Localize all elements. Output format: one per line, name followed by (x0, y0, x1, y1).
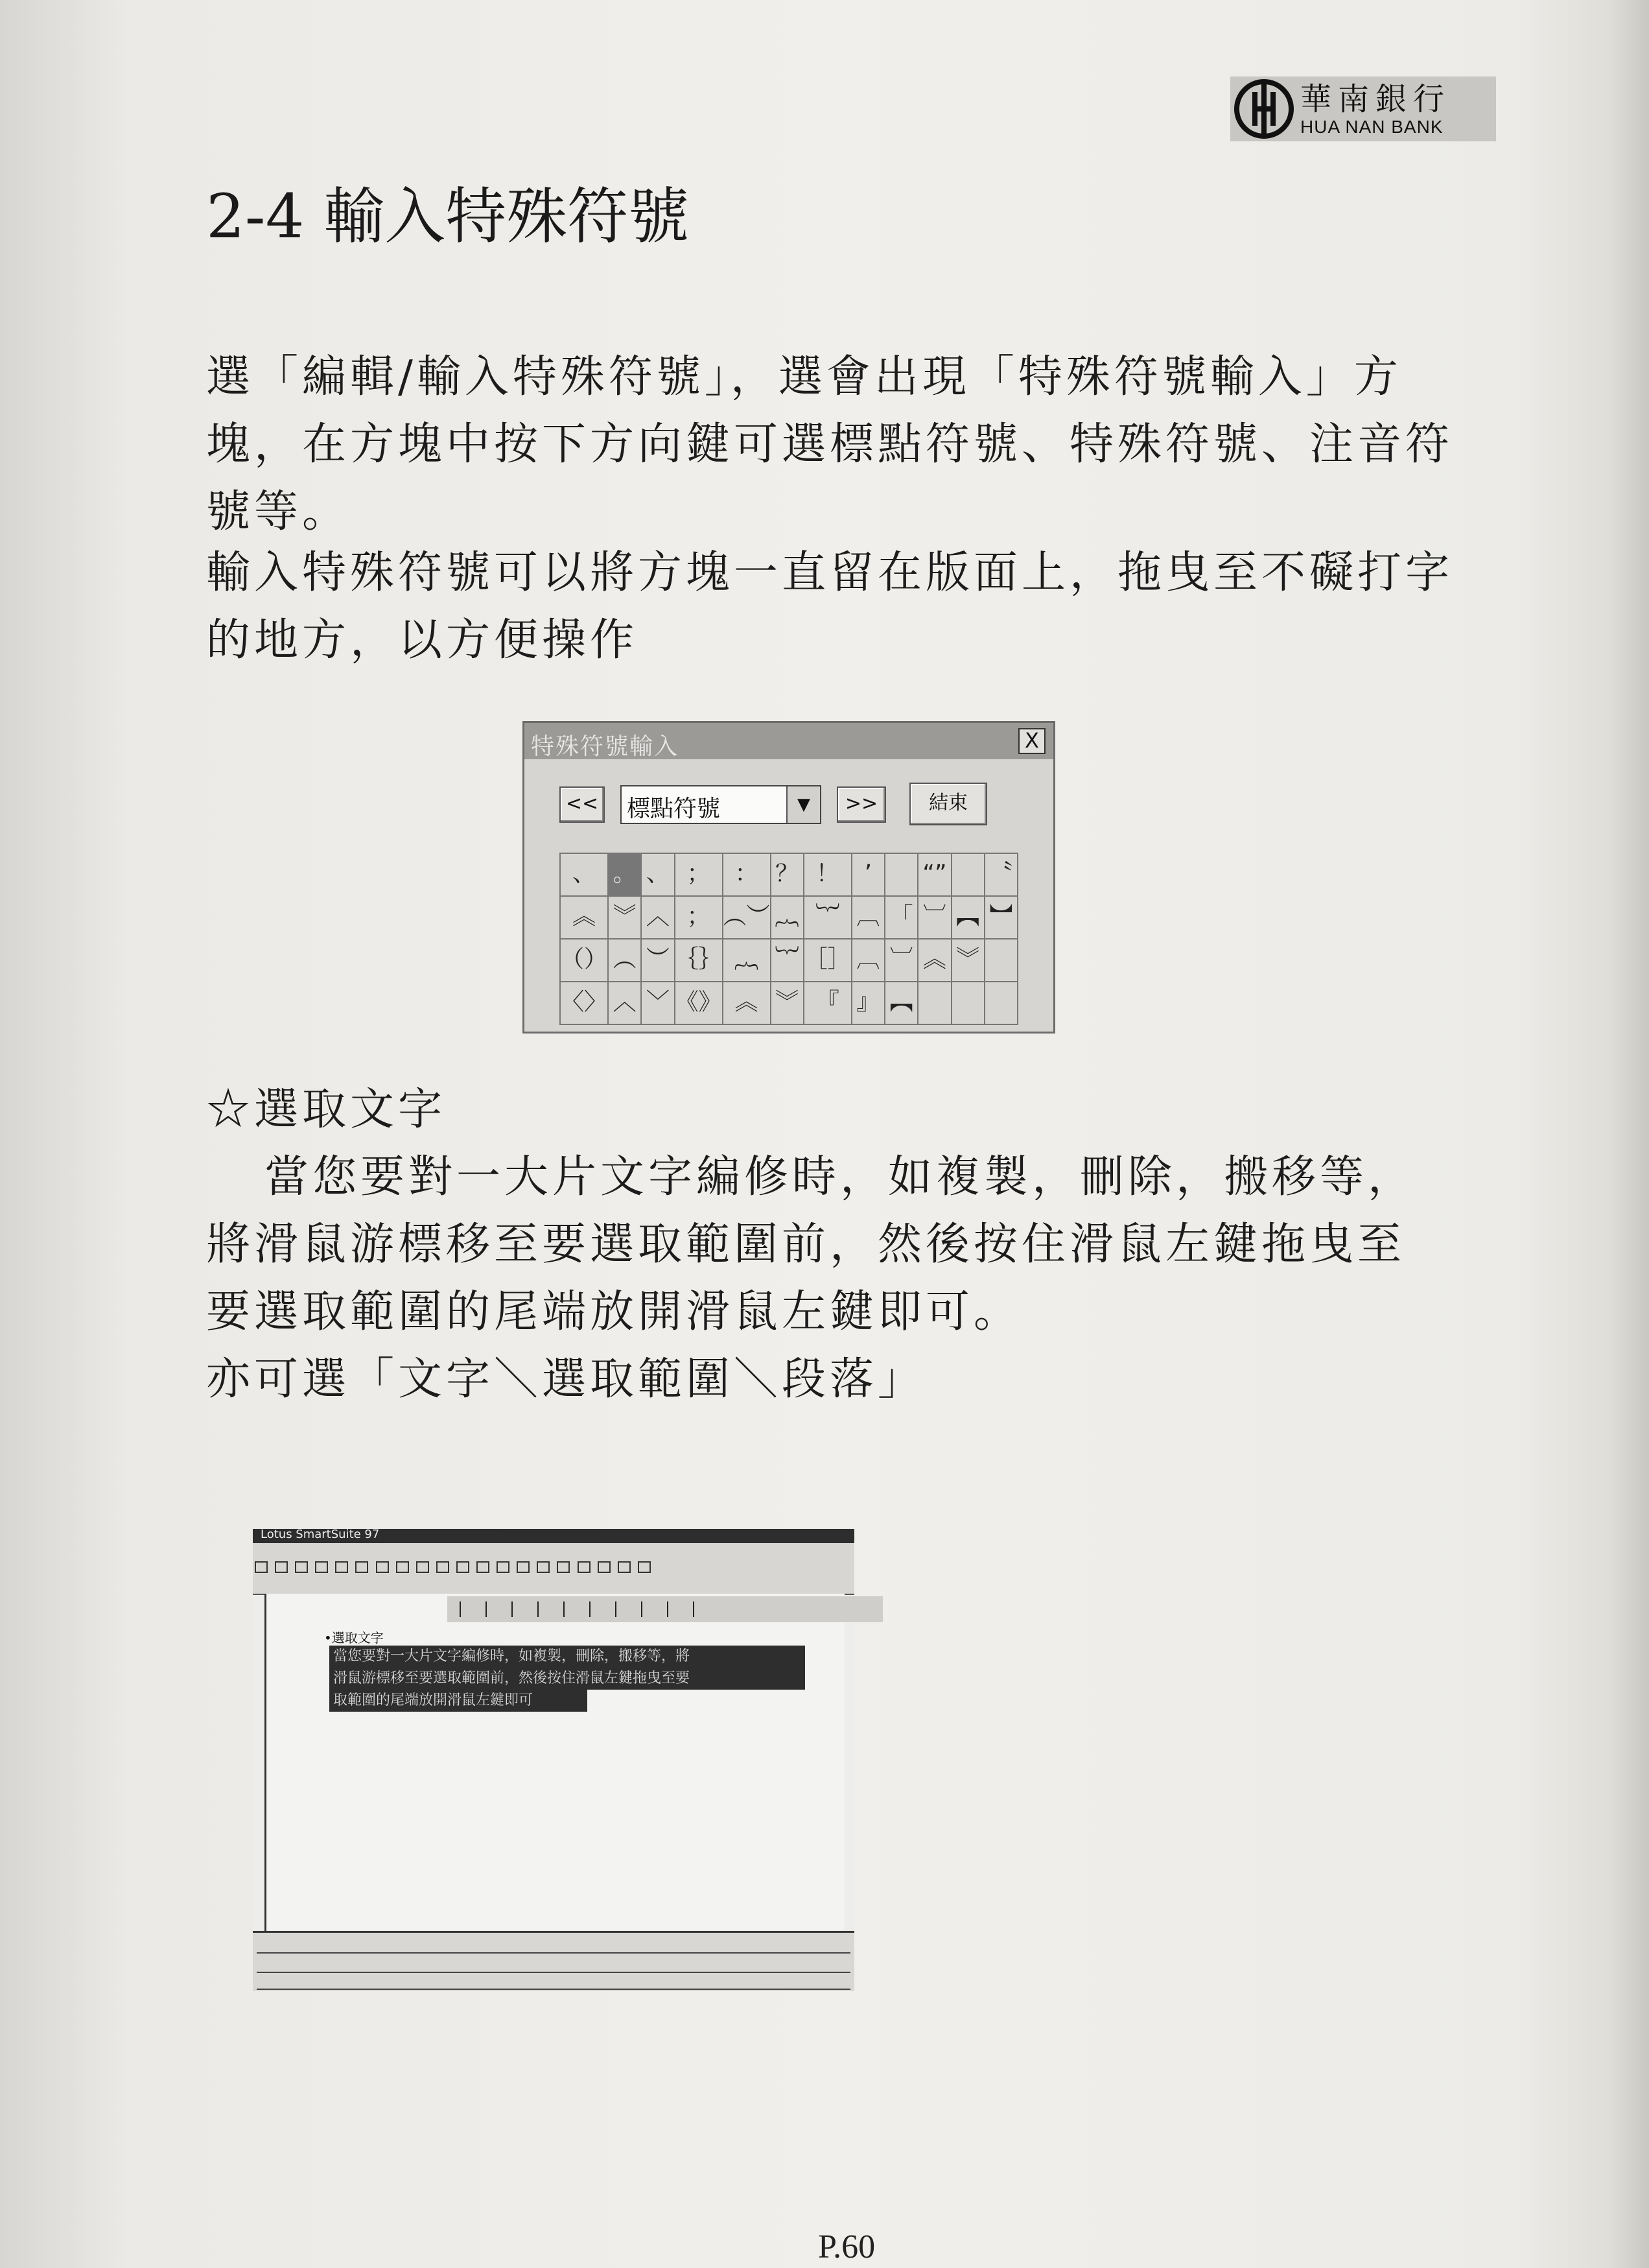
symbol-cell[interactable]: ； (675, 897, 723, 939)
symbol-cell[interactable]: ？ (771, 854, 804, 897)
symbol-cell[interactable]: 〝 (985, 854, 1018, 897)
frame-icon[interactable] (578, 1561, 591, 1573)
spell-check-icon[interactable] (618, 1561, 631, 1573)
symbol-cell[interactable]: ［］ (804, 939, 852, 982)
symbol-cell[interactable] (952, 854, 985, 897)
symbol-cell[interactable]: ︽ (918, 939, 952, 982)
symbol-cell[interactable]: ︵︶ (723, 897, 771, 939)
symbol-cell[interactable]: ︵ (609, 939, 642, 982)
bold-icon[interactable] (416, 1561, 429, 1573)
symbol-cell[interactable] (885, 854, 918, 897)
symbol-cell[interactable] (952, 982, 985, 1025)
special-symbol-dialog (522, 721, 1055, 1034)
page-number: P.60 (818, 2228, 876, 2265)
wp-menubar (253, 1543, 854, 1560)
cut-icon[interactable] (335, 1561, 348, 1573)
bullet-icon[interactable] (537, 1561, 550, 1573)
symbol-cell[interactable]: ︹ (852, 897, 885, 939)
paragraph-drag-tip: 輸入特殊符號可以將方塊一直留在版面上，拖曳至不礙打字的地方，以方便操作 (206, 547, 1454, 666)
italic-icon[interactable] (436, 1561, 449, 1573)
symbol-cell[interactable]: ｛｝ (675, 939, 723, 982)
open-icon[interactable] (275, 1561, 288, 1573)
dialog-titlebar[interactable] (524, 723, 1053, 759)
select-text-section (206, 1076, 1496, 1413)
wp-titlebar (253, 1529, 854, 1543)
select-text-line-1: 當您要對一大片文字編修時，如複製，刪除，搬移等， (264, 1152, 1416, 1203)
wp-toolbar (253, 1559, 854, 1579)
align-right-icon[interactable] (517, 1561, 530, 1573)
wp-format-bar (253, 1578, 854, 1595)
new-icon[interactable] (255, 1561, 268, 1573)
wp-highlighted-selection[interactable] (329, 1646, 805, 1716)
underline-icon[interactable] (456, 1561, 469, 1573)
word-processor-screenshot (253, 1529, 854, 1989)
symbol-cell[interactable]: ︻ (885, 982, 918, 1025)
undo-icon[interactable] (396, 1561, 409, 1573)
symbol-cell[interactable]: ︸ (771, 939, 804, 982)
wp-selected-line-3: 取範圍的尾端放開滑鼠左鍵即可 (329, 1690, 587, 1712)
symbol-category-select[interactable] (620, 785, 821, 824)
symbol-cell[interactable]: ︸ (804, 897, 852, 939)
symbol-cell[interactable]: ︾ (952, 939, 985, 982)
symbol-cell[interactable]: ︻ (952, 897, 985, 939)
symbol-cell[interactable]: ︹ (852, 939, 885, 982)
symbol-cell[interactable]: ︽ (561, 897, 609, 939)
symbol-cell[interactable]: ︽ (723, 982, 771, 1025)
align-left-icon[interactable] (476, 1561, 489, 1573)
zoom-icon[interactable] (638, 1561, 651, 1573)
wp-doc-heading: •選取文字 (324, 1630, 384, 1646)
prev-page-button[interactable]: << (559, 786, 605, 823)
save-icon[interactable] (295, 1561, 308, 1573)
next-page-button[interactable]: >> (837, 786, 886, 823)
wp-tab-bar[interactable] (257, 1937, 850, 1954)
symbol-cell[interactable]: ︺ (885, 939, 918, 982)
symbol-cell[interactable]: 、 (561, 854, 609, 897)
select-text-line-2: 將滑鼠游標移至要選取範圍前，然後按住滑鼠左鍵拖曳至 (206, 1219, 1406, 1270)
symbol-cell[interactable] (985, 982, 1018, 1025)
copy-icon[interactable] (355, 1561, 368, 1573)
align-center-icon[interactable] (497, 1561, 509, 1573)
symbol-cell[interactable]: 《》 (675, 982, 723, 1025)
wp-status-area (253, 1931, 854, 1991)
ruler-icon (447, 1596, 883, 1622)
symbol-cell[interactable]: ； (675, 854, 723, 897)
print-icon[interactable] (315, 1561, 328, 1573)
symbol-cell[interactable]: ︶ (642, 939, 675, 982)
wp-scrollbar[interactable] (257, 1956, 850, 1973)
chevron-down-icon[interactable]: ▼ (786, 786, 820, 823)
section-title: 2-4 輸入特殊符號 (206, 182, 690, 252)
symbol-cell[interactable]: ： (723, 854, 771, 897)
symbol-cell[interactable] (985, 939, 1018, 982)
symbol-cell[interactable]: ︼ (985, 897, 1018, 939)
symbol-cell[interactable]: 〈〉 (561, 982, 609, 1025)
select-text-line-4: 亦可選「文字＼選取範圍＼段落」 (206, 1354, 926, 1405)
wp-selected-line-1: 當您要對一大片文字編修時，如複製，刪除，搬移等，將 (329, 1646, 805, 1668)
symbol-cell[interactable]: 』 (852, 982, 885, 1025)
table-icon[interactable] (557, 1561, 570, 1573)
dialog-title: 特殊符號輸入 (531, 733, 679, 760)
symbol-cell[interactable]: 『 (804, 982, 852, 1025)
chart-icon[interactable] (598, 1561, 611, 1573)
symbol-cell[interactable]: ︺ (918, 897, 952, 939)
select-text-line-3: 要選取範圍的尾端放開滑鼠左鍵即可。 (206, 1286, 1022, 1338)
symbol-cell[interactable]: ﹀ (642, 982, 675, 1025)
header-logo (1230, 77, 1496, 141)
symbol-grid (559, 853, 1018, 1025)
logo-english-name: HUA NAN BANK (1300, 117, 1444, 137)
paragraph-intro: 選「編輯/輸入特殊符號」，選會出現「特殊符號輸入」方塊，在方塊中按下方向鍵可選標點符號、特殊符號、注音符號等。 (206, 351, 1454, 537)
symbol-cell[interactable]: ’ (852, 854, 885, 897)
wp-title: Lotus SmartSuite 97 (261, 1528, 380, 1541)
symbol-cell[interactable]: ︾ (609, 897, 642, 939)
symbol-cell[interactable]: （） (561, 939, 609, 982)
logo-text (1300, 81, 1451, 137)
dialog-close-button[interactable]: X (1018, 728, 1046, 754)
symbol-cell[interactable]: ︷ (723, 939, 771, 982)
symbol-cell[interactable]: ︿ (642, 897, 675, 939)
symbol-cell[interactable]: “” (918, 854, 952, 897)
symbol-cell[interactable]: ︿ (609, 982, 642, 1025)
symbol-cell[interactable]: ！ (804, 854, 852, 897)
symbol-cell[interactable]: 、 (642, 854, 675, 897)
symbol-cell[interactable] (918, 982, 952, 1025)
logo-chinese-name: 華南銀行 (1300, 81, 1451, 117)
paste-icon[interactable] (376, 1561, 389, 1573)
hua-nan-bank-logo-icon (1233, 78, 1295, 140)
symbol-cell[interactable]: 「 (885, 897, 918, 939)
symbol-cell[interactable]: 。 (609, 854, 642, 897)
select-text-heading: ☆選取文字 (206, 1084, 447, 1135)
wp-selected-line-2: 滑鼠游標移至要選取範圍前，然後按住滑鼠左鍵拖曳至要 (329, 1668, 805, 1690)
symbol-category-value: 標點符號 (627, 796, 721, 822)
symbol-cell[interactable]: ︷ (771, 897, 804, 939)
finish-button[interactable]: 結束 (909, 783, 987, 825)
page-edge-shadow (1610, 0, 1649, 2268)
wp-status-bar (257, 1973, 850, 1990)
symbol-cell[interactable]: ︾ (771, 982, 804, 1025)
